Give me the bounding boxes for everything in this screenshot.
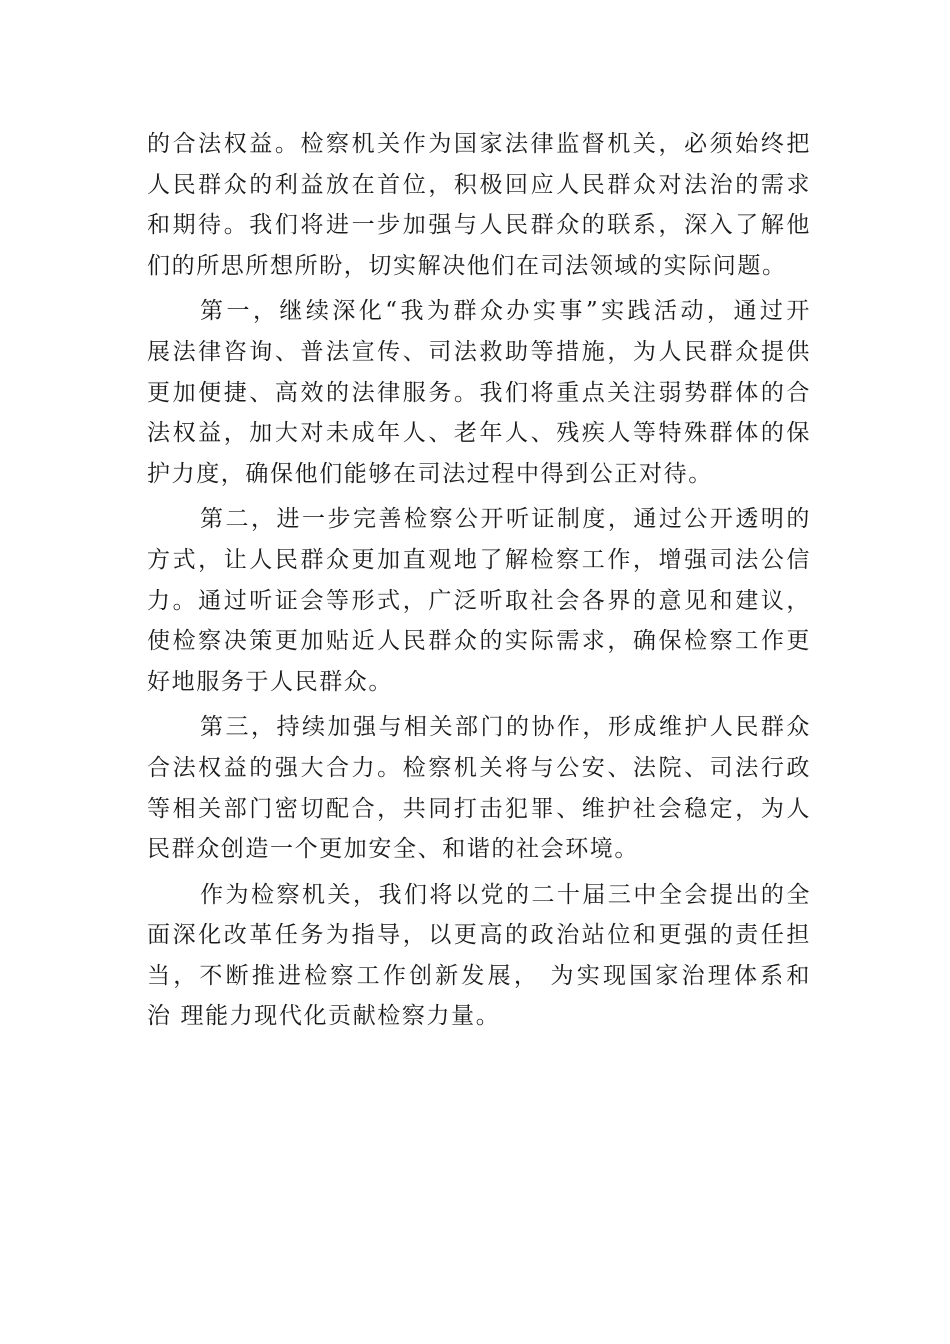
- paragraph-2: [147, 291, 811, 494]
- text-line: 护力度，确保他们能够在司法过程中得到公正对待。: [147, 460, 713, 487]
- paragraph-3: [147, 499, 811, 702]
- text-line: 等相关部门密切配合，共同打击犯罪、维护社会稳定，为人: [147, 795, 811, 822]
- text-line: 面深化改革任务为指导，以更高的政治站位和更强的责任担: [147, 922, 811, 949]
- text-line: 方式，让人民群众更加直观地了解检察工作，增强司法公信: [147, 546, 811, 573]
- text-line: 合法权益的强大合力。检察机关将与公安、法院、司法行政: [147, 754, 811, 781]
- text-line: 法权益，加大对未成年人、老年人、残疾人等特殊群体的保: [147, 420, 811, 447]
- text-line: 当，不断推进检察工作创新发展， 为实现国家治理体系和: [147, 962, 811, 989]
- text-line: 第二，进一步完善检察公开听证制度，通过公开透明的: [200, 506, 811, 533]
- document-body: [147, 124, 811, 1037]
- text-line: 展法律咨询、普法宣传、司法救助等措施，为人民群众提供: [147, 338, 811, 365]
- text-line: 第三，持续加强与相关部门的协作，形成维护人民群众: [200, 714, 811, 741]
- text-line: 好地服务于人民群众。: [147, 668, 393, 695]
- text-line: 作为检察机关，我们将以党的二十届三中全会提出的全: [200, 881, 811, 908]
- paragraph-5: [147, 875, 811, 1037]
- text-line: 治 理能力现代化贡献检察力量。: [147, 1003, 501, 1030]
- text-line: 使检察决策更加贴近人民群众的实际需求，确保检察工作更: [147, 628, 811, 655]
- text-line: 和期待。我们将进一步加强与人民群众的联系，深入了解他: [147, 212, 811, 239]
- text-line: 的合法权益。检察机关作为国家法律监督机关，必须始终把: [147, 131, 811, 157]
- text-line: 民群众创造一个更加安全、和谐的社会环境。: [147, 836, 639, 863]
- text-line: 力。通过听证会等形式，广泛听取社会各界的意见和建议，: [147, 587, 811, 614]
- paragraph-4: [147, 707, 811, 869]
- text-line: 第一，继续深化“我为群众办实事”实践活动，通过开: [200, 298, 811, 325]
- text-line: 人民群众的利益放在首位，积极回应人民群众对法治的需求: [147, 171, 811, 198]
- text-line: 更加便捷、高效的法律服务。我们将重点关注弱势群体的合: [147, 379, 811, 406]
- text-line: 们的所思所想所盼，切实解决他们在司法领域的实际问题。: [147, 252, 787, 279]
- paragraph-1: [147, 124, 811, 286]
